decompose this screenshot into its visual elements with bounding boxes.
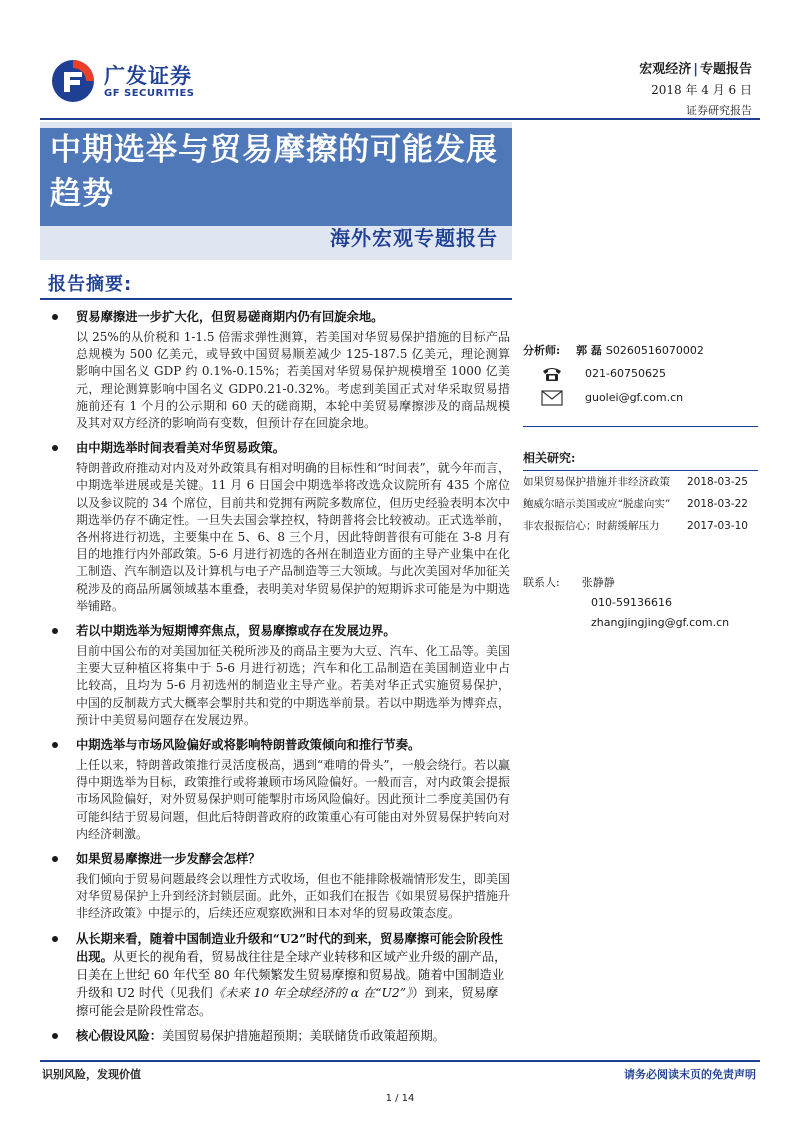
- summary-section: [48, 850, 510, 923]
- brand-logo: [50, 58, 220, 104]
- summary-heading: 报告摘要:: [48, 274, 133, 295]
- category-label: 宏观经济: [639, 62, 692, 77]
- gf-logo-icon: [50, 58, 96, 104]
- related-research-heading: 相关研究:: [523, 451, 576, 465]
- summary-section: [48, 439, 510, 615]
- category-separator: |: [693, 62, 698, 77]
- related-report[interactable]: [523, 493, 758, 515]
- risk-label: 核心假设风险：: [76, 1027, 163, 1043]
- related-report-date: 2018-03-25: [686, 476, 748, 488]
- section-heading: [48, 930, 510, 1020]
- contact-email[interactable]: zhangjingjing@gf.com.cn: [591, 616, 730, 629]
- bullet-icon: [52, 445, 58, 451]
- section-heading-text: 若以中期选举为短期博弈焦点，贸易摩擦或存在发展边界。: [76, 623, 396, 639]
- section-heading: [48, 1027, 510, 1045]
- bullet-icon: [52, 856, 58, 862]
- report-subtitle: 海外宏观专题报告: [330, 226, 498, 250]
- report-date: 2018 年 4 月 6 日: [651, 83, 752, 97]
- analyst-row: [523, 340, 758, 362]
- related-report-date: 2017-03-10: [686, 520, 748, 532]
- section-inline-text: 从更长的视角看，贸易战往往是全球产业转移和区域产业升级的副产品，日美在上世纪 60 年代至 80 年代频繁发生贸易摩擦和贸易战。随着中国制造业升级和 U2 时代（见我们: [76, 949, 507, 1000]
- report-type: 证券研究报告: [686, 104, 752, 117]
- related-report-title: 如果贸易保护措施并非经济政策: [523, 476, 670, 488]
- bullet-icon: [52, 628, 58, 634]
- related-report[interactable]: [523, 515, 758, 537]
- summary-section: [48, 308, 510, 432]
- contact-phone: 010-59136616: [591, 596, 672, 609]
- title-banner: [40, 122, 512, 260]
- summary-divider: [40, 298, 512, 300]
- summary-section: [48, 622, 510, 729]
- brand-name-en: GF SECURITIES: [104, 88, 195, 99]
- footer-slogan: 识别风险，发现价值: [42, 1068, 141, 1081]
- section-heading-text: 如果贸易摩擦进一步发酵会怎样？: [76, 851, 261, 867]
- section-heading: [48, 308, 510, 326]
- footer-disclaimer: 请务必阅读末页的免责声明: [624, 1068, 756, 1081]
- section-heading: [48, 850, 510, 868]
- mail-icon: [541, 390, 563, 406]
- related-report-date: 2018-03-22: [686, 498, 748, 510]
- analyst-label: 分析师:: [523, 344, 561, 357]
- related-report[interactable]: [523, 471, 758, 493]
- bullet-icon: [52, 742, 58, 748]
- related-report-title: 非农报振信心；时薪缓解压力: [523, 520, 660, 532]
- report-meta: [639, 58, 752, 118]
- section-heading-text: 贸易摩擦进一步扩大化，但贸易磋商期内仍有回旋余地。: [76, 309, 384, 324]
- subcategory-label: 专题报告: [699, 62, 752, 77]
- contact-name: 张静静: [581, 576, 615, 589]
- related-report-title: 鲍威尔暗示美国或应“脱虚向实”: [523, 498, 671, 510]
- report-category: [639, 58, 752, 77]
- section-paragraph: 特朗普政府推动对内及对外政策具有相对明确的目标性和“时间表”，就今年而言，中期选举进展或是关键。11 月 6 日国会中期选举将改选众议院所有 435 个席位以及参议院的 34 个席位，目前共和党拥有两院多数席位，但历史经验表明本次中期选举仍存不确定性。一旦失去国会掌控权，特朗普将会比较被动。正式选举前，各州将进行初选，主要集中在 5、6、8 三个月，因此特朗普很有可能在 3-8 月有目的地推行内外部政策。5-6 月进行初选的各州在制造业方面的主导产业集中在化工制造、汽车制造以及计算机与电子产品制造等三大领域。与此次美国对华加征关税涉及的商品所属领域基本重叠，表明美对华贸易保护的短期诉求可能是为中期选举铺路。: [76, 461, 510, 613]
- section-heading: [48, 622, 510, 640]
- phone-icon: [541, 366, 563, 382]
- section-report-title: 《未来 10 年全球经济的 α 在“U2”》: [212, 985, 413, 1000]
- bullet-icon: [52, 936, 58, 942]
- contact-block: [523, 573, 758, 633]
- section-heading: [48, 439, 510, 457]
- page-number: 1 / 14: [385, 1093, 415, 1104]
- contact-label: 联系人:: [523, 576, 560, 589]
- report-title: 中期选举与贸易摩擦的可能发展趋势: [50, 132, 498, 212]
- sidebar: [523, 340, 758, 633]
- sidebar-divider: [523, 426, 758, 427]
- analyst-name: 郭 磊: [576, 344, 602, 357]
- section-paragraph: 以 25%的从价税和 1-1.5 倍需求弹性测算，若美国对华贸易保护措施的目标产品总规模为 500 亿美元，或导致中国贸易顺差减少 125-187.5 亿美元，理论测算影响中国名义 GDP 约 0.1%-0.15%；若美国对华贸易保护规模增至 1000 亿美元，理论测算影响中国名义 GDP0.21-0.32%。考虑到美国正式对华采取贸易措施前还有 1 个月的公示期和 60 天的磋商期，本轮中美贸易摩擦涉及的商品规模及其对双方经济的影响尚有变数，但预计存在回旋余地。: [76, 330, 510, 431]
- analyst-phone: 021-60750625: [585, 367, 666, 380]
- bullet-icon: [52, 1033, 58, 1039]
- risk-text: 美国贸易保护措施超预期；美联储货币政策超预期。: [162, 1028, 445, 1043]
- brand-name-cn: 广发证券: [104, 64, 192, 88]
- contact-name-row: [523, 573, 758, 593]
- analyst-email[interactable]: guolei@gf.com.cn: [585, 391, 684, 404]
- section-paragraph: 上任以来，特朗普政策推行灵活度极高，遇到“难啃的骨头”，一般会绕行。若以赢得中期选举为目标，政策推行或将兼顾市场风险偏好。一般而言，对内政策会提振市场风险偏好，对外贸易保护则可能掣肘市场风险偏好。因此预计二季度美国仍有可能纠结于贸易问题，但此后特朗普政府的政策重心有可能由对外贸易保护转向对内经济刺激。: [76, 758, 510, 841]
- section-paragraph: 目前中国公布的对美国加征关税所涉及的商品主要为大豆、汽车、化工品等。美国主要大豆种植区将集中于 5-6 月进行初选；汽车和化工品制造在美国制造业中占比较高，且均为 5-6 月初选州的制造业主导产业。若美对华正式实施贸易保护，中国的反制裁方式大概率会掣肘共和党的中期选举前景。若以中期选举为博弈点，预计中美贸易问题存在发展边界。: [76, 644, 510, 727]
- header-divider: [40, 118, 760, 120]
- footer-divider: [40, 1060, 760, 1062]
- section-heading: [48, 736, 510, 754]
- summary-body: [48, 308, 510, 1052]
- section-heading-text: 由中期选举时间表看美对华贸易政策。: [76, 440, 286, 456]
- summary-section: [48, 930, 510, 1020]
- section-inline-text: ）到来，贸易摩擦可能会是阶段性常态。: [76, 985, 499, 1018]
- analyst-id: S0260516070002: [605, 344, 704, 357]
- section-paragraph: 我们倾向于贸易问题最终会以理性方式收场，但也不能排除极端情形发生，即美国对华贸易保护上升到经济封锁层面。此外，正如我们在报告《如果贸易保护措施升非经济政策》中提示的，后续还应观察欧洲和日本对华的贸易政策态度。: [76, 872, 510, 921]
- phone-row: [523, 362, 758, 386]
- section-heading-text: 中期选举与市场风险偏好或将影响特朗普政策倾向和推行节奏。: [76, 737, 421, 753]
- email-row: [523, 386, 758, 410]
- bullet-icon: [52, 314, 58, 320]
- summary-section: [48, 736, 510, 843]
- summary-section: [48, 1027, 510, 1045]
- section-heading-text: 从长期来看，随着中国制造业升级和“U2”时代的到来，贸易摩擦可能会阶段性出现。: [76, 930, 503, 964]
